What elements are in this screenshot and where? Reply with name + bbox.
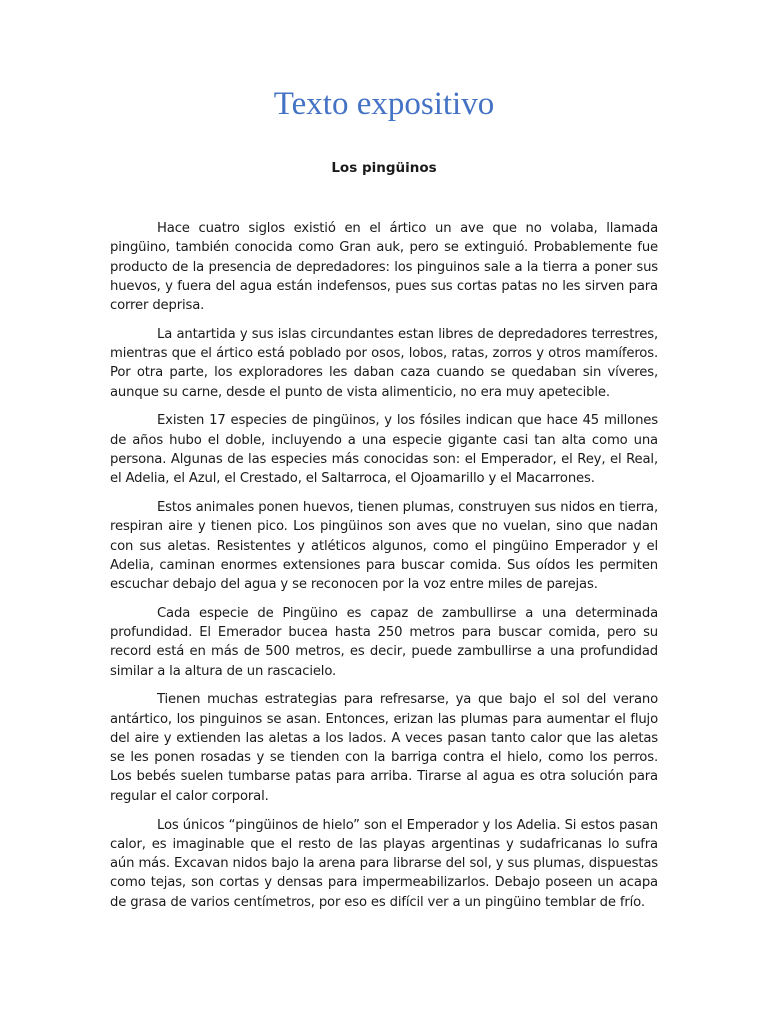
paragraph-4: Estos animales ponen huevos, tienen plumas, construyen sus nidos en tierra, respiran aire y tienen pico. Los pingüinos son aves que no vuelan, sino que nadan con sus aletas. Resistentes y atléticos algunos, como el pingüino Emperador y el Adelia, caminan enormes extensiones para buscar comida. Sus oídos les permiten escuchar debajo del agua y se reconocen por la voz entre miles de parejas. — [110, 500, 658, 593]
paragraph-6: Tienen muchas estrategias para refresarse, ya que bajo el sol del verano antártico, los pinguinos se asan. Entonces, erizan las plumas para aumentar el flujo del aire y extienden las aletas a los lados. A veces pasan tanto calor que las aletas se les ponen rosadas y se tienden con la barriga contra el hielo, como los perros. Los bebés suelen tumbarse patas para arriba. Tirarse al agua es otra solución para regular el calor corporal. — [110, 692, 658, 804]
paragraph-5: Cada especie de Pingüino es capaz de zambullirse a una determinada profundidad. El Emerador bucea hasta 250 metros para buscar comida, pero su record está en más de 500 metros, es decir, puede zambullirse a una profundidad similar a la altura de un rascacielo. — [110, 605, 658, 679]
paragraph-7: Los únicos “pingüinos de hielo” son el Emperador y los Adelia. Si estos pasan calor, es imaginable que el resto de las playas argentinas y sudafricanas lo sufra aún más. Excavan nidos bajo la arena para librarse del sol, y sus plumas, dispuestas como tejas, son cortas y densas para impermeabilizarlos. Debajo poseen un acapa de grasa de varios centímetros, por eso es difícil ver a un pingüino temblar de frío. — [110, 817, 658, 910]
paragraph-2: La antartida y sus islas circundantes estan libres de depredadores terrestres, mientras que el ártico está poblado por osos, lobos, ratas, zorros y otros mamíferos. Por otra parte, los exploradores les daban caza cuando se quedaban sin víveres, aunque su carne, desde el punto de vista alimenticio, no era muy apetecible. — [110, 326, 658, 400]
document-subtitle: Los pingüinos — [331, 160, 437, 176]
paragraph-3: Existen 17 especies de pingüinos, y los fósiles indican que hace 45 millones de años hubo el doble, incluyendo a una especie gigante casi tan alta como una persona. Algunas de las especies más conocidas son: el Emperador, el Rey, el Real, el Adelia, el Azul, el Crestado, el Saltarroca, el Ojoamarillo y el Macarrones. — [110, 413, 658, 487]
document-page — [110, 0, 658, 1024]
document-body — [110, 219, 658, 921]
paragraph-1: Hace cuatro siglos existió en el ártico un ave que no volaba, llamada pingüino, también conocida como Gran auk, pero se extinguió. Probablemente fue producto de la presencia de depredadores: los pinguinos sale a la tierra a poner sus huevos, y fuera del agua están indefensos, pues sus cortas patas no les sirven para correr deprisa. — [110, 221, 658, 313]
document-title: Texto expositivo — [273, 86, 495, 122]
